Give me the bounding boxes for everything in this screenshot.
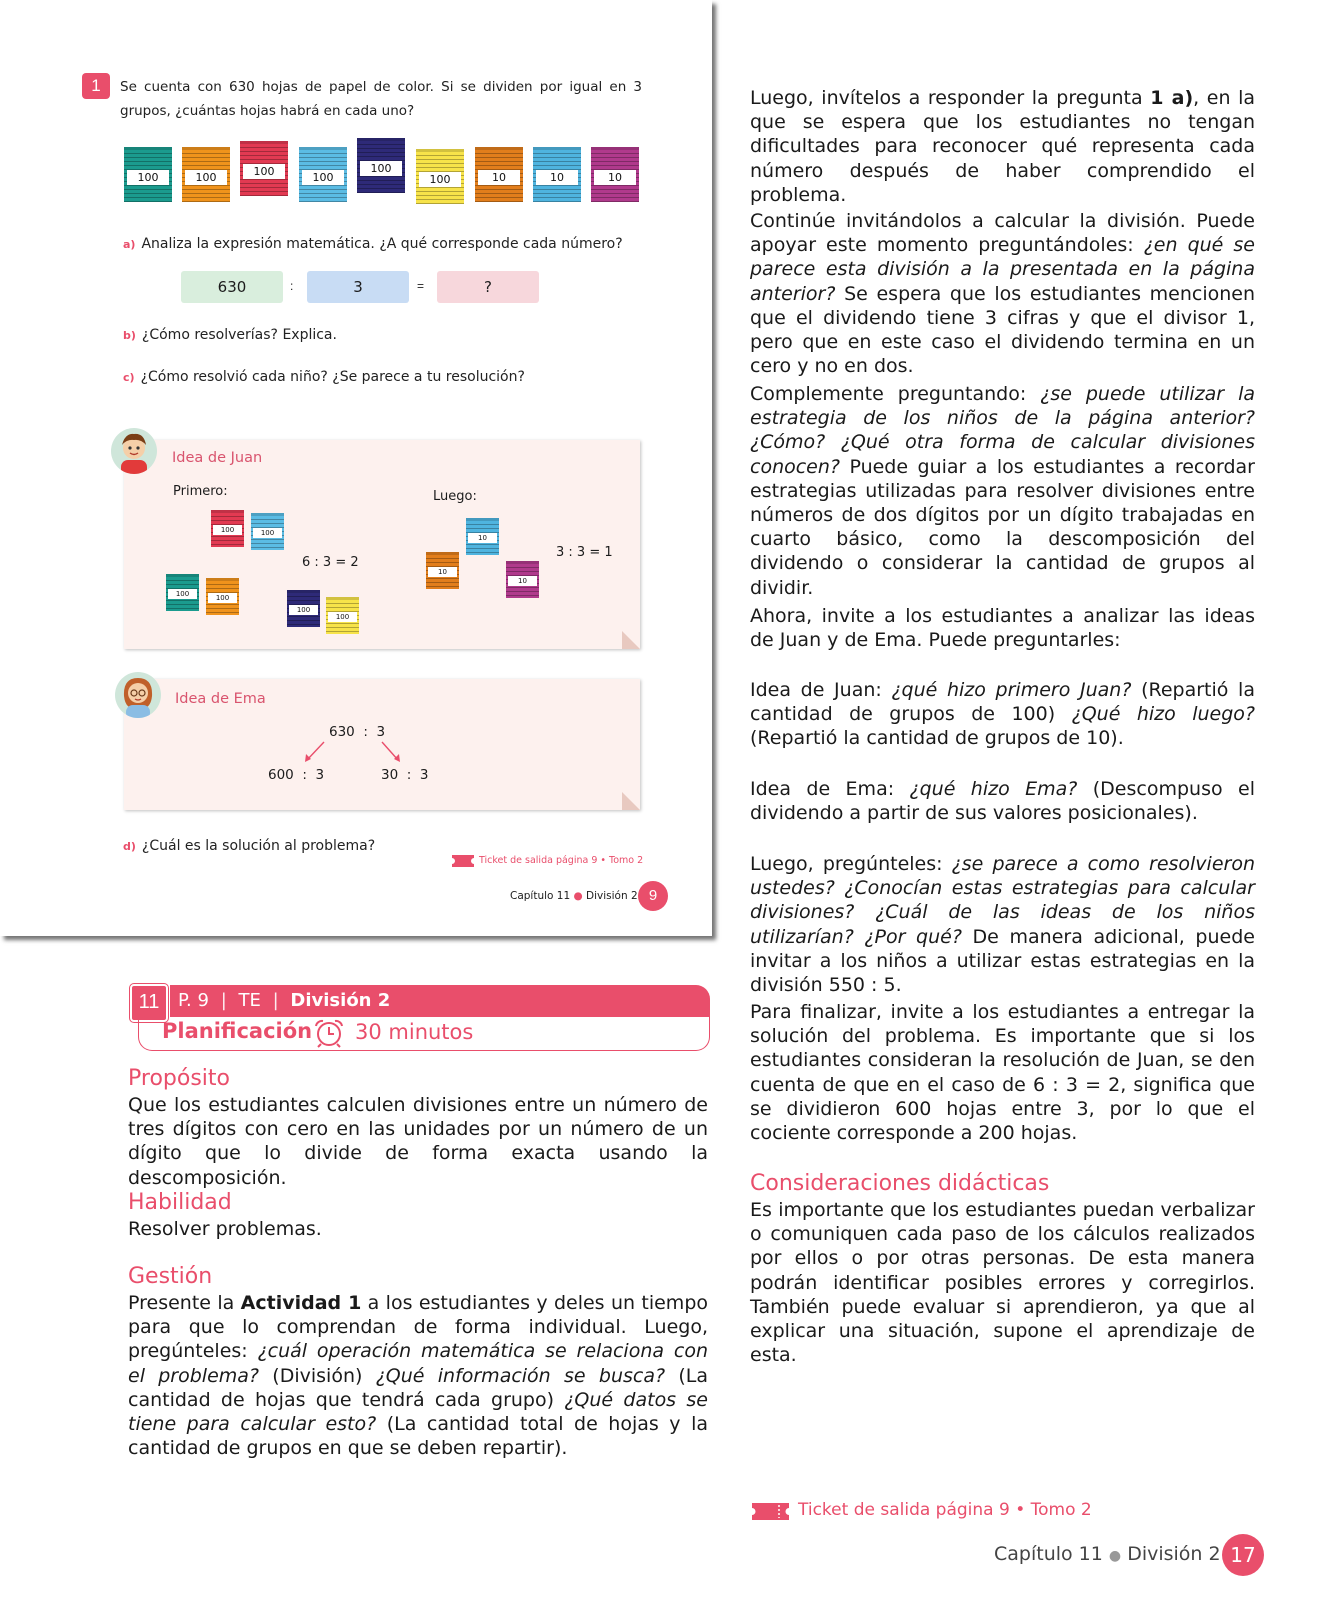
block-label: 100 [127, 170, 169, 185]
juan-then-label: Luego: [433, 489, 477, 504]
page-number: 17 [1222, 1534, 1264, 1576]
right-paragraph-8: Para finalizar, invite a los estudiantes a entregar la solución del problema. Es importante que si los estudiantes consideran la resolución de Juan, se den cuenta de que en el caso de 6 : 3 = 2, significa que se dividieron 600 hojas entre 3, por lo que el cociente corresponde a 200 hojas. [750, 1001, 1255, 1145]
paper-stack-block [182, 147, 230, 202]
gestion-text: Presente la Actividad 1 a los estudiantes y deles un tiempo para que lo comprendan de forma individual. Luego, pregúnteles: ¿cuál operación matemática se relaciona con el problema? (División) ¿Qué información se busca? (La cantidad de hojas que tendrá cada grupo) ¿Qué datos se tiene para calcular esto? (La cantidad total de hojas y la cantidad de grupos en que se deben repartir). [128, 1292, 709, 1460]
header-type: TE [238, 990, 261, 1011]
footer-chapter: Capítulo 11 ● División 2 [994, 1543, 1221, 1565]
header-page-ref: P. 9 [178, 990, 209, 1011]
activity-number-badge: 1 [82, 73, 110, 99]
equation-equals: = [417, 279, 425, 293]
juan-avatar [111, 428, 157, 474]
block-label: 10 [594, 170, 636, 185]
block-label: 100 [419, 172, 461, 187]
block-label: 10 [428, 567, 457, 577]
card-fold [622, 792, 640, 810]
student-page-number: 9 [638, 881, 668, 911]
right-paragraph-1: Luego, invítelos a responder la pregunta 1 a), en la que se espera que los estudiantes no tengan dificultades para reconocer qué representa cada número después de haber comprendido el problema. [750, 87, 1255, 206]
block-label: 100 [243, 164, 285, 179]
block-label: 10 [468, 533, 497, 543]
ema-right-division: 30 : 3 [381, 767, 429, 783]
consideraciones-heading: Consideraciones didácticas [750, 1171, 1050, 1196]
planning-time: 30 minutos [355, 1020, 474, 1044]
hundred-block [251, 513, 284, 550]
hundred-block [326, 597, 359, 634]
block-label: 100 [213, 525, 242, 535]
juan-first-label: Primero: [173, 484, 228, 499]
ten-block [466, 518, 499, 555]
habilidad-text: Resolver problemas. [128, 1218, 322, 1240]
right-paragraph-3: Complemente preguntando: ¿se puede utilizar la estrategia de los niños de la página anterior? ¿Cómo? ¿Qué otra forma de calcular divisiones conocen? Puede guiar a los estudiantes a recordar estrategias utilizadas para resolver divisiones entre números de dos dígitos por un dígito trabajadas en cuarto básico, como la descomposición del dividendo o considerar la cantidad de grupos al dividir. [750, 383, 1255, 599]
hundred-block [206, 578, 239, 615]
block-label: 10 [478, 170, 520, 185]
block-label: 100 [168, 589, 197, 599]
clock-icon [312, 1018, 346, 1048]
ema-split-arrows [300, 738, 410, 768]
paper-stack-block [533, 147, 581, 202]
proposito-heading: Propósito [128, 1066, 230, 1091]
paper-stack-block [240, 141, 288, 196]
habilidad-heading: Habilidad [128, 1190, 232, 1215]
student-ticket-text: Ticket de salida página 9 • Tomo 2 [479, 855, 644, 866]
chapter-number-badge: 11 [130, 984, 168, 1022]
equation-result: ? [437, 271, 539, 303]
hundred-block [211, 510, 244, 547]
hundred-block [287, 590, 320, 627]
paper-stack-block [124, 147, 172, 202]
ten-block [426, 552, 459, 589]
question-c: c) ¿Cómo resolvió cada niño? ¿Se parece a tu resolución? [123, 369, 525, 385]
right-paragraph-5: Idea de Juan: ¿qué hizo primero Juan? (Repartió la cantidad de grupos de 100) ¿Qué hizo luego? (Repartió la cantidad de grupos de 10). [750, 679, 1255, 750]
block-label: 10 [508, 576, 537, 586]
ema-title: Idea de Ema [175, 691, 266, 707]
paper-stack-block [475, 147, 523, 202]
block-label: 100 [185, 170, 227, 185]
paper-stack-block [357, 138, 405, 193]
ten-block [506, 561, 539, 598]
student-footer-chapter: Capítulo 11 ● División 2 [510, 890, 638, 902]
right-paragraph-7: Luego, pregúnteles: ¿se parece a como resolvieron ustedes? ¿Conocían estas estrategias para calcular divisiones? ¿Cuál de las ideas de los niños utilizarían? ¿Por qué? De manera adicional, puede invitar a los niños a utilizar estas estrategias en la división 550 : 5. [750, 853, 1256, 997]
block-label: 100 [328, 612, 357, 622]
hundred-block [166, 574, 199, 611]
block-label: 10 [536, 170, 578, 185]
ema-avatar [115, 672, 161, 718]
block-label: 100 [289, 605, 318, 615]
ticket-icon [752, 1503, 789, 1520]
right-paragraph-4: Ahora, invite a los estudiantes a analizar las ideas de Juan y de Ema. Puede preguntarles: [750, 605, 1255, 652]
question-a: a) Analiza la expresión matemática. ¿A qué corresponde cada número? [123, 236, 623, 252]
consideraciones-text: Es importante que los estudiantes puedan verbalizar o comuniquen cada paso de los cálculos realizados por ellos o por otras personas. De esta manera podrán identificar posibles errores y corregirlos. También puede evaluar si aprendieron, ya que al explicar una situación, supone el aprendizaje de esta. [750, 1199, 1255, 1367]
paper-stack-block [299, 147, 347, 202]
ticket-icon [452, 855, 474, 867]
right-paragraph-6: Idea de Ema: ¿qué hizo Ema? (Descompuso el dividendo a partir de sus valores posicionales). [750, 778, 1255, 825]
juan-title: Idea de Juan [172, 450, 263, 466]
footer-ticket-text: Ticket de salida página 9 • Tomo 2 [798, 1500, 1092, 1520]
planning-label: Planificación [162, 1019, 313, 1043]
block-label: 100 [360, 161, 402, 176]
ema-top-division: 630 : 3 [329, 724, 386, 740]
equation-divisor: 3 [307, 271, 409, 303]
proposito-text: Que los estudiantes calculen divisiones entre un número de tres dígitos con cero en las unidades por un número de un dígito que lo divide de forma exacta usando la descomposición. [128, 1094, 708, 1189]
card-fold [622, 631, 640, 649]
equation-op: : [290, 279, 294, 293]
block-label: 100 [208, 593, 237, 603]
paper-stack-block [416, 149, 464, 204]
header-banner: P. 9 | TE | División 2 [170, 985, 710, 1017]
problem-statement: Se cuenta con 630 hojas de papel de color. Si se dividen por igual en 3 grupos, ¿cuántas hojas habrá en cada uno? [120, 79, 642, 119]
header-unit: División 2 [290, 990, 391, 1011]
juan-calc-tens: 3 : 3 = 1 [556, 545, 613, 560]
block-label: 100 [302, 170, 344, 185]
juan-calc-hundreds: 6 : 3 = 2 [302, 555, 359, 570]
block-label: 100 [253, 528, 282, 538]
question-b: b) ¿Cómo resolverías? Explica. [123, 327, 337, 343]
ema-left-division: 600 : 3 [268, 767, 325, 783]
paper-stack-block [591, 147, 639, 202]
student-page-thumbnail [0, 0, 712, 936]
right-paragraph-2: Continúe invitándolos a calcular la división. Puede apoyar este momento preguntándoles: ¿en qué se parece esta división a la presentada en la página anterior? Se espera que los estudiantes mencionen que el dividendo tiene 3 cifras y que el divisor 1, pero que en este caso el dividendo termina en un cero y no en dos. [750, 210, 1255, 378]
equation-dividend: 630 [181, 271, 283, 303]
gestion-heading: Gestión [128, 1264, 213, 1289]
question-d: d) ¿Cuál es la solución al problema? [123, 838, 376, 854]
